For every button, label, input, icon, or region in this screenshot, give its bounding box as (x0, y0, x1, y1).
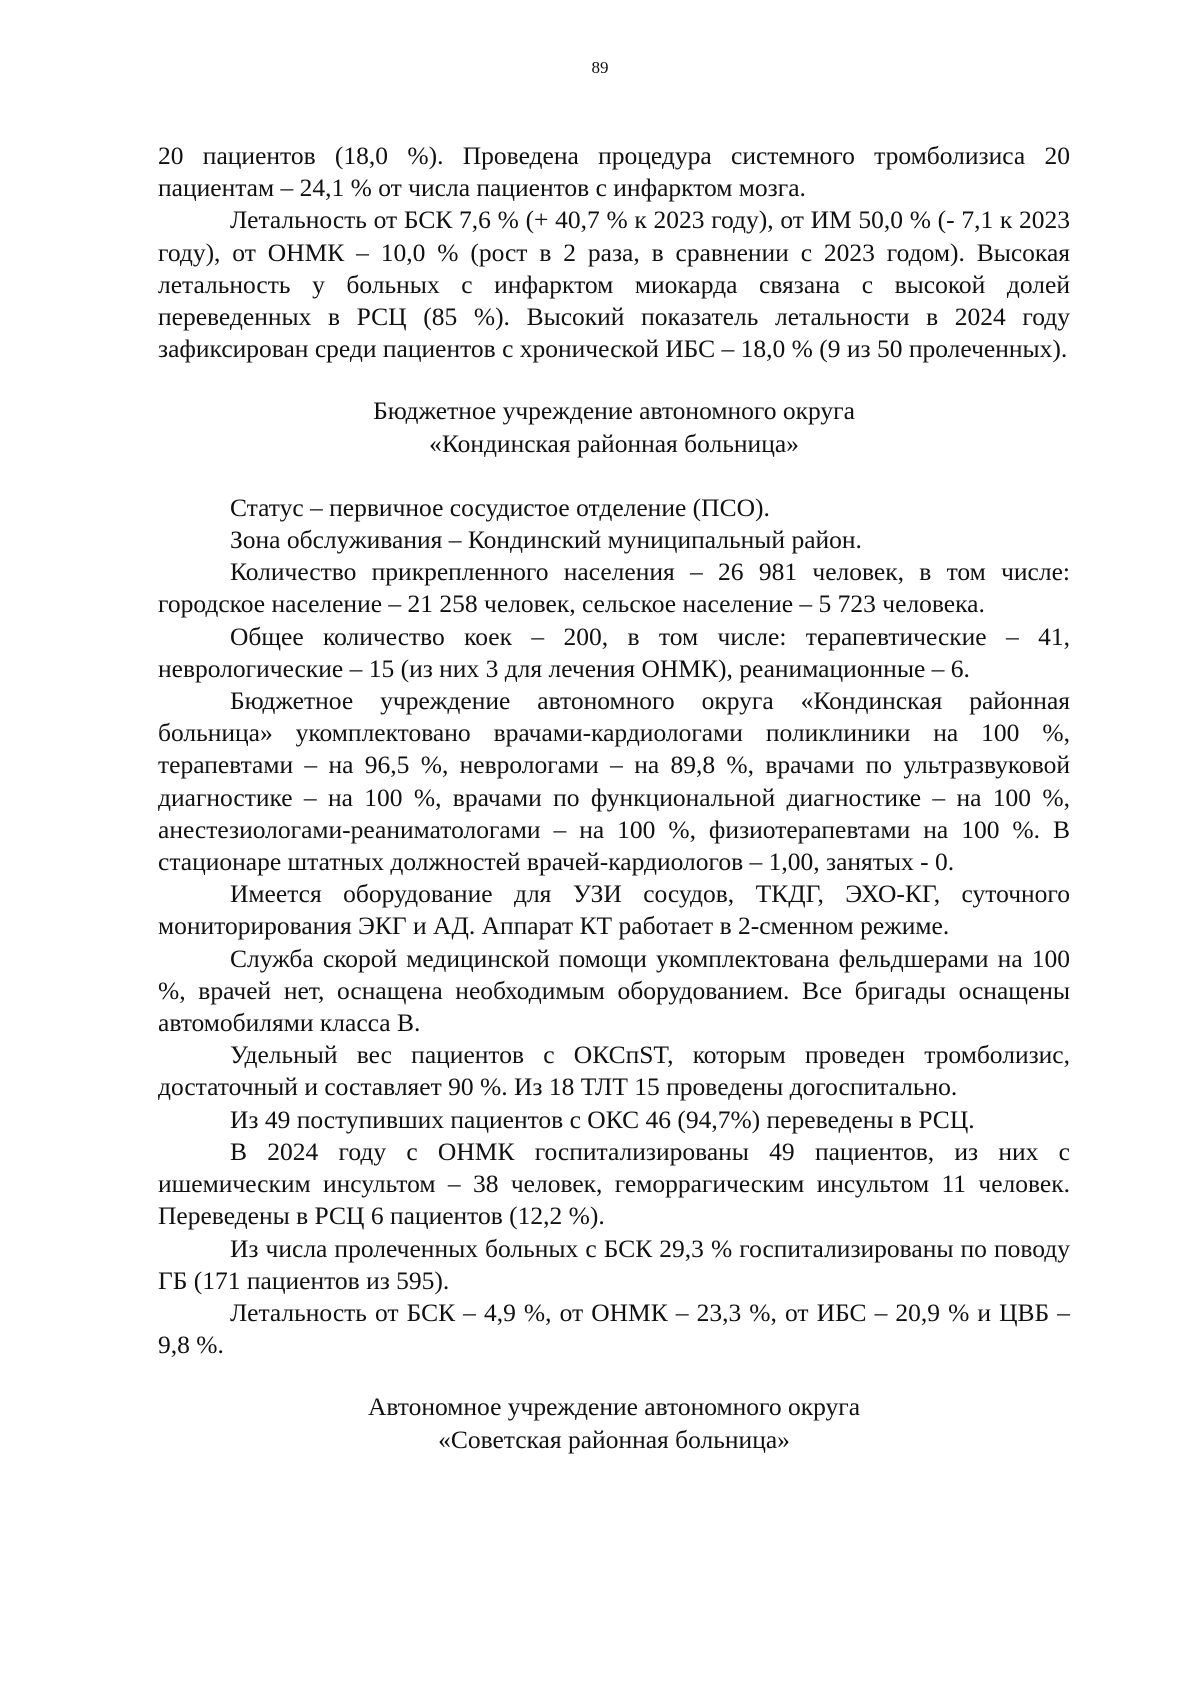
paragraph: 20 пациентов (18,0 %). Проведена процедура системного тромболизиса 20 пациентам – 24,1 % от числа пациентов с инфарктом мозга. (158, 141, 1070, 203)
section-heading-line: «Кондинская районная больница» (429, 428, 799, 458)
paragraph: Из числа пролеченных больных с БСК 29,3 % госпитализированы по поводу ГБ (171 пациентов из 595). (158, 1233, 1070, 1295)
paragraph: Общее количество коек – 200, в том числе: терапевтические – 41, неврологические – 15 (из них 3 для лечения ОНМК), реанимационные – 6. (158, 621, 1070, 683)
paragraph: Бюджетное учреждение автономного округа «Кондинская районная больница» укомплектовано врачами-кардиологами поликлиники на 100 %, терапевтами – на 96,5 %, неврологами – на 89,8 %, врачами по ультразвуковой диагностике – на 100 %, врачами по функциональной диагностике – на 100 %, анестезиологами-реаниматологами – на 100 %, физиотерапевтами на 100 %. В стационаре штатных должностей врачей-кардиологов – 1,00, занятых - 0. (158, 686, 1070, 877)
paragraph: Из 49 поступивших пациентов с ОКС 46 (94,7%) переведены в РСЦ. (230, 1104, 975, 1134)
paragraph: Статус – первичное сосудистое отделение (ПСО). (230, 492, 770, 522)
paragraph: Количество прикрепленного населения – 26 981 человек, в том числе: городское население – 21 258 человек, сельское население – 5 723 человека. (158, 557, 1070, 619)
paragraph: Летальность от БСК – 4,9 %, от ОНМК – 23,3 %, от ИБС – 20,9 % и ЦВБ – 9,8 %. (158, 1297, 1070, 1360)
section-heading-line: Автономное учреждение автономного округа (367, 1392, 861, 1422)
section-heading-line: «Советская районная больница» (438, 1424, 790, 1454)
section-heading-line: Бюджетное учреждение автономного округа (373, 396, 855, 426)
paragraph: В 2024 году с ОНМК госпитализированы 49 пациентов, из них с ишемическим инсультом – 38 человек, геморрагическим инсультом 11 человек. Переведены в РСЦ 6 пациентов (12,2 %). (158, 1136, 1070, 1231)
paragraph: Летальность от БСК 7,6 % (+ 40,7 % к 2023 году), от ИМ 50,0 % (- 7,1 к 2023 году), от ОНМК – 10,0 % (рост в 2 раза, в сравнении с 2023 годом). Высокая летальность у больных с инфарктом миокарда связана с высокой долей переведенных в РСЦ (85 %). Высокий показатель летальности в 2024 году зафиксирован среди пациентов с хронической ИБС – 18,0 % (9 из 50 пролеченных). (158, 205, 1070, 364)
document-body (158, 140, 1070, 1488)
paragraph: Служба скорой медицинской помощи укомплектована фельдшерами на 100 %, врачей нет, оснащена необходимым оборудованием. Все бригады оснащены автомобилями класса В. (158, 943, 1070, 1038)
page-number: 89 (591, 58, 609, 77)
section-heading (158, 1391, 1070, 1455)
paragraph: Удельный вес пациентов с ОКСпST, которым проведен тромболизис, достаточный и составляет 90 %. Из 18 ТЛТ 15 проведены догоспитально. (158, 1040, 1070, 1102)
paragraph: Имеется оборудование для УЗИ сосудов, ТКДГ, ЭХО-КГ, суточного мониторирования ЭКГ и АД. Аппарат КТ работает в 2-сменном режиме. (158, 879, 1070, 941)
paragraph: Зона обслуживания – Кондинский муниципальный район. (230, 525, 862, 555)
section-heading (158, 395, 1070, 459)
